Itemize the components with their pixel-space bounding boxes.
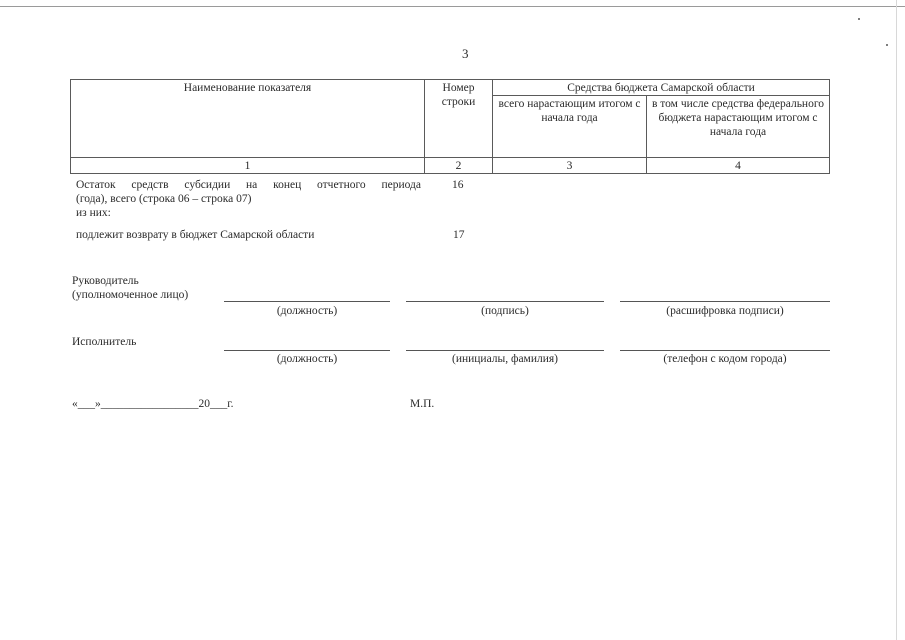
- header-total-since-year-start: всего нарастающим итогом с начала года: [493, 96, 647, 158]
- head-name-line: [620, 301, 830, 302]
- head-signature-label: Руководитель (уполномоченное лицо): [72, 275, 189, 301]
- executor-position-caption: (должность): [276, 353, 338, 365]
- column-number-1: 1: [71, 158, 425, 174]
- head-position-line: [224, 301, 390, 302]
- header-federal-since-year-start: в том числе средства федерального бюджета нарастающим итогом с начала года: [647, 96, 830, 158]
- column-number-4: 4: [647, 158, 830, 174]
- executor-phone-caption: (телефон с кодом города): [663, 353, 787, 365]
- header-samara-budget: Средства бюджета Самарской области: [493, 80, 830, 96]
- row-16-label-line1: Остаток средств субсидии на конец отчетного периода: [76, 179, 421, 191]
- row-17-label: подлежит возврату в бюджет Самарской области: [76, 229, 315, 241]
- executor-label: Исполнитель: [72, 336, 137, 348]
- executor-phone-line: [620, 350, 830, 351]
- row-16-number: 16: [452, 179, 464, 191]
- scan-speck: [858, 18, 860, 20]
- scan-speck: [886, 44, 888, 46]
- report-table: [70, 79, 830, 174]
- page-number: 3: [462, 46, 469, 61]
- scan-edge-right: [896, 0, 897, 640]
- row-16-label-line3: из них:: [76, 207, 111, 219]
- row-16-label: [76, 178, 421, 220]
- executor-position-line: [224, 350, 390, 351]
- column-number-3: 3: [493, 158, 647, 174]
- head-name-caption: (расшифровка подписи): [666, 305, 784, 317]
- row-17-number: 17: [453, 229, 465, 241]
- head-signature-line: [406, 301, 604, 302]
- stamp-place: М.П.: [410, 398, 435, 410]
- header-indicator-name: Наименование показателя: [71, 80, 425, 158]
- head-position-caption: (должность): [276, 305, 338, 317]
- header-row-number: Номер строки: [425, 80, 493, 158]
- row-16-label-line2: (года), всего (строка 06 – строка 07): [76, 193, 252, 205]
- date-field: «___»_________________20___г.: [72, 398, 234, 410]
- executor-name-caption: (инициалы, фамилия): [451, 353, 559, 365]
- column-number-2: 2: [425, 158, 493, 174]
- executor-name-line: [406, 350, 604, 351]
- head-signature-caption: (подпись): [481, 305, 529, 317]
- scan-edge-top: [0, 6, 905, 7]
